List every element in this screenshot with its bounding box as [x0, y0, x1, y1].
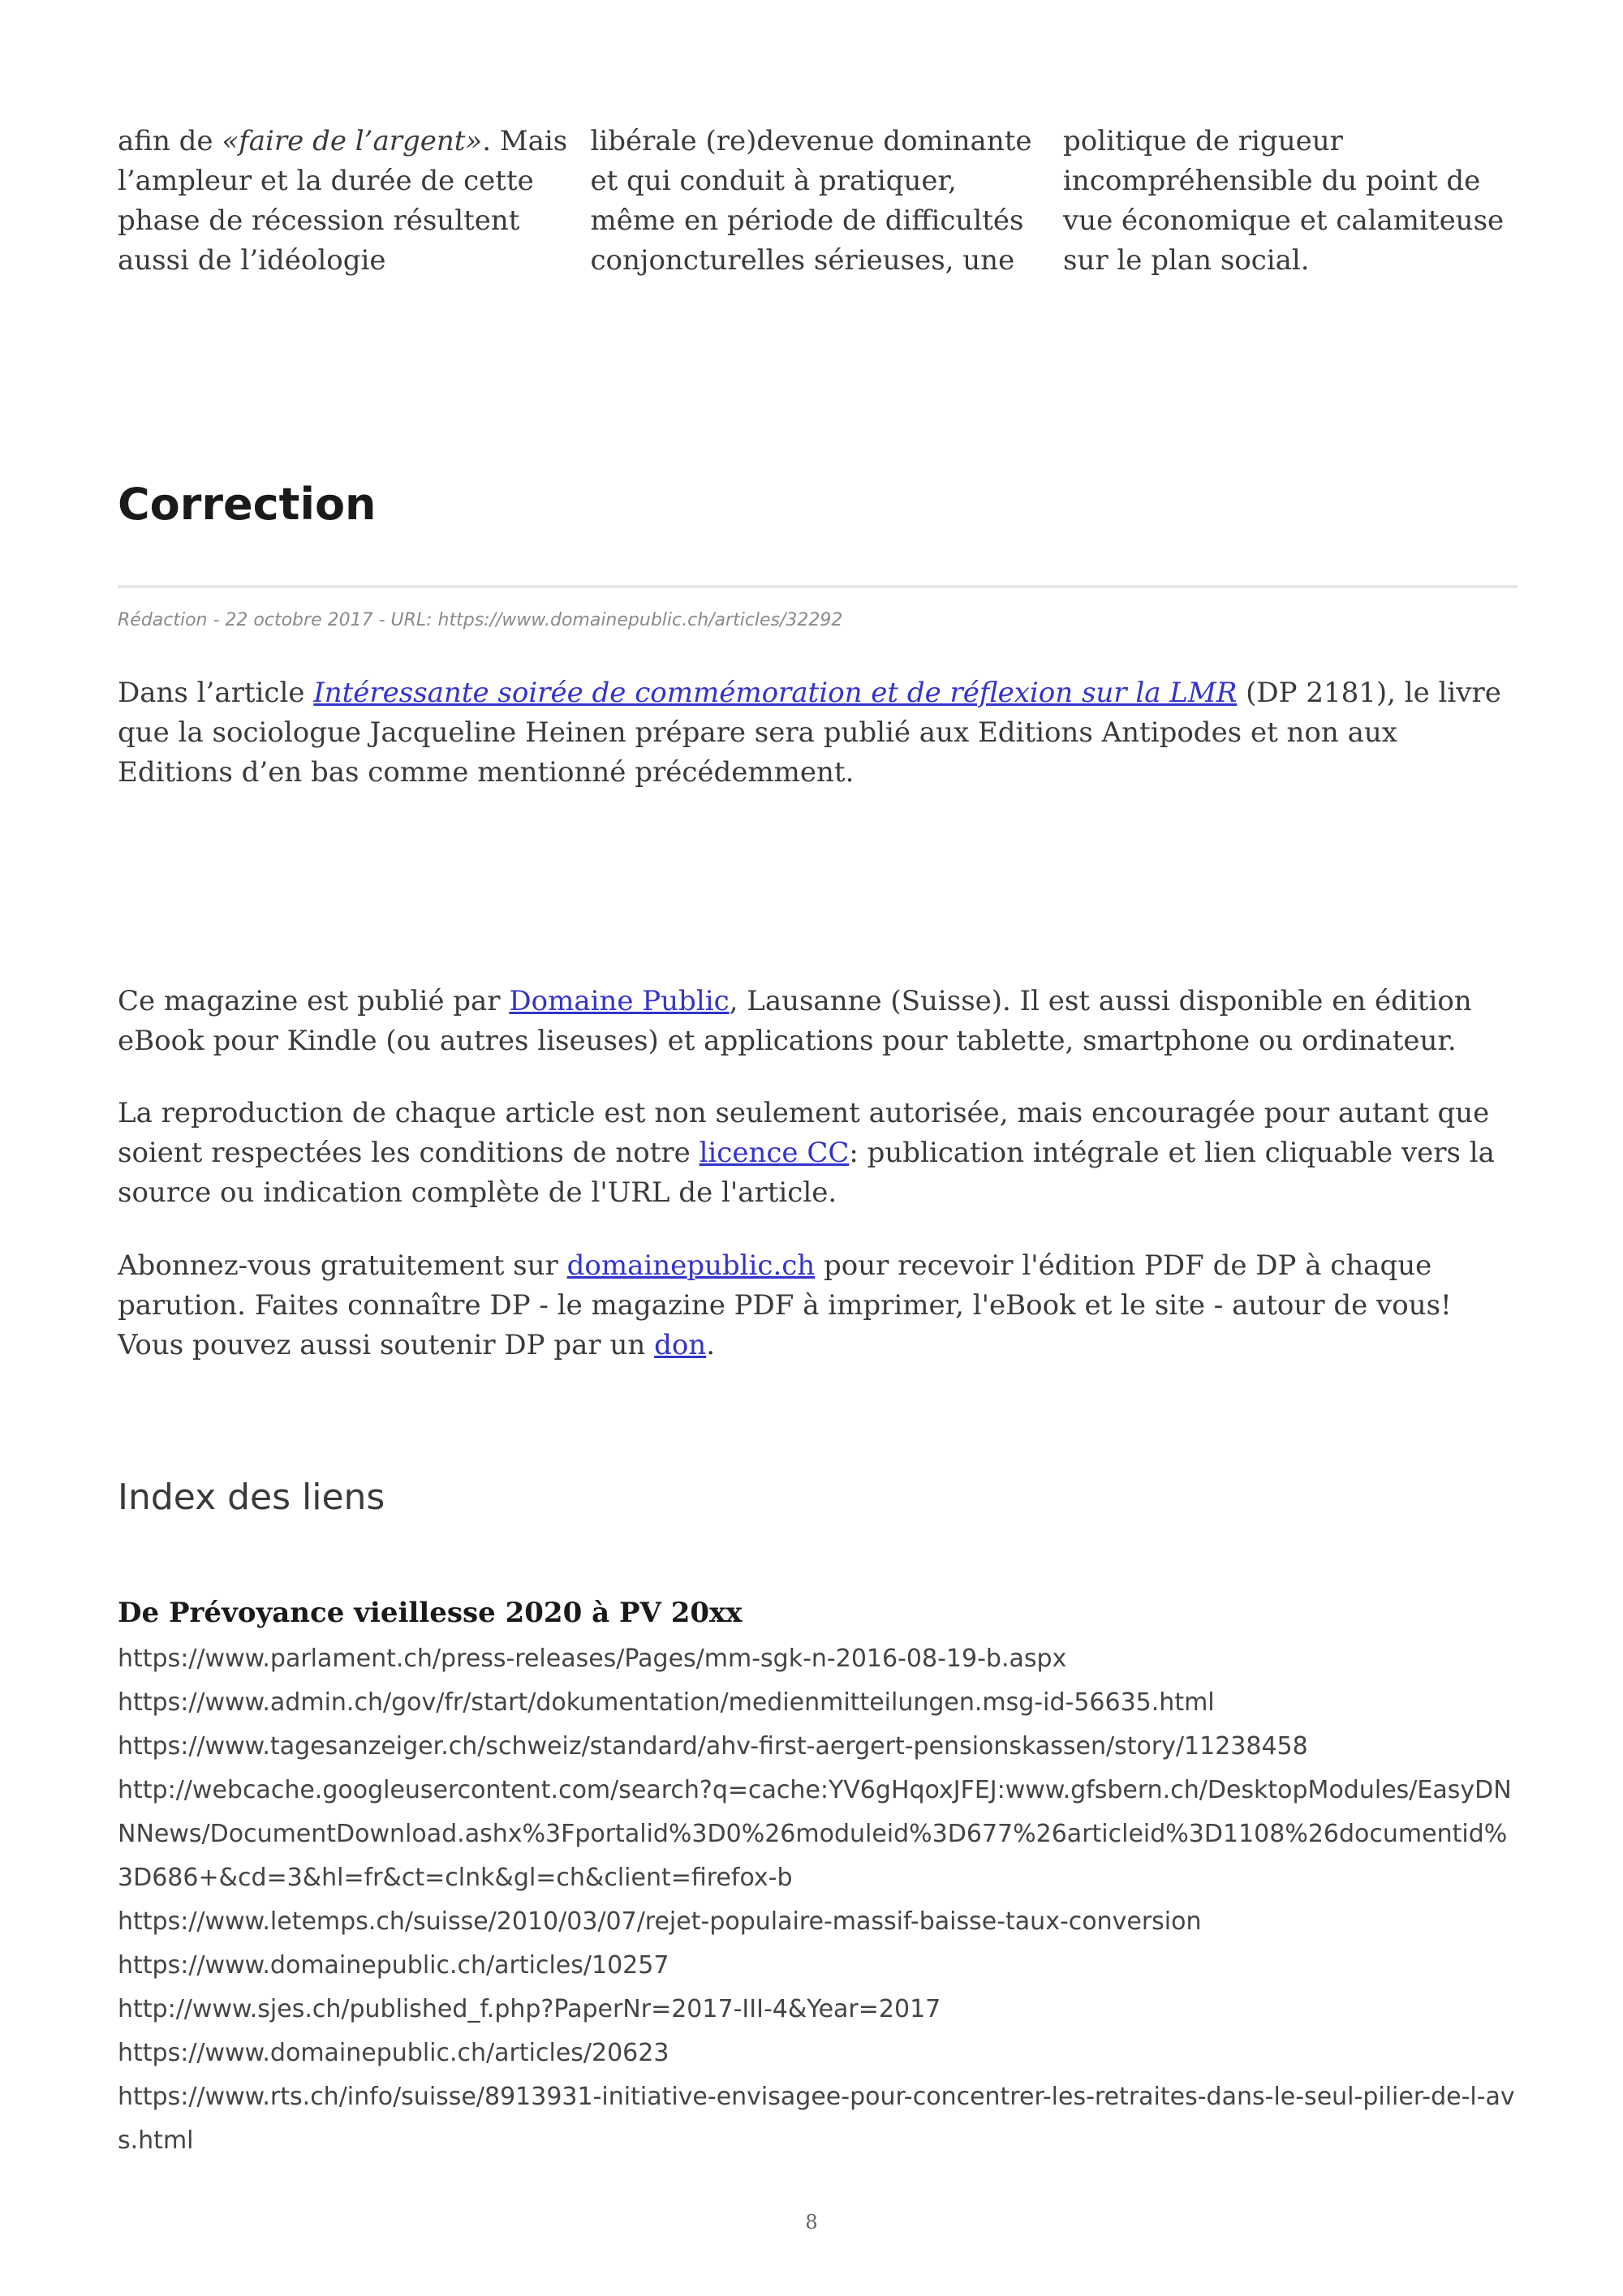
- continuation-column-1: [118, 122, 572, 281]
- page-number: 8: [805, 2211, 818, 2234]
- link-group-title: De Prévoyance vieillesse 2020 à PV 20xx: [118, 1597, 743, 1629]
- subscribe-text-before: Abonnez-vous gratuitement sur: [118, 1249, 567, 1282]
- link-list: [118, 1637, 1518, 2163]
- link-list-item: http://webcache.googleusercontent.com/search?q=cache:YV6gHqoxJFEJ:www.gfsbern.ch/DesktopModules/EasyDNNNews/DocumentDownload.ashx%3Fportalid%3D0%26moduleid%3D677%26articleid%3D1108%26documentid%3D686+&cd=3&hl=fr&ct=clnk&gl=ch&client=firefox-b: [118, 1776, 1512, 1892]
- continuation-column-3: [1063, 122, 1518, 281]
- article-text-after: (DP 2181), le livre que la sociologue Jacqueline Heinen prépare sera publié aux Editions Antipodes et non aux Editions d’en bas comme mentionné précédemment.: [118, 677, 1501, 789]
- link-list-item: https://www.parlament.ch/press-releases/Pages/mm-sgk-n-2016-08-19-b.aspx: [118, 1645, 1067, 1673]
- col1-rest: . Mais l’ampleur et la durée de cette phase de récession résultent aussi de l’idéologie: [118, 125, 568, 277]
- domainepublic-site-link[interactable]: domainepublic.ch: [566, 1249, 816, 1282]
- link-index-title: Index des liens: [118, 1477, 385, 1518]
- publisher-text-before: Ce magazine est publié par: [118, 985, 510, 1017]
- article-title: Correction: [118, 479, 377, 530]
- article-text-before: Dans l’article: [118, 677, 314, 709]
- link-list-item: http://www.sjes.ch/published_f.php?PaperNr=2017-III-4&Year=2017: [118, 1995, 941, 2023]
- continuation-column-2: [591, 122, 1045, 281]
- continuation-text-3: politique de rigueur incompréhensible du point de vue économique et calamiteuse sur le plan social.: [1063, 125, 1505, 277]
- license-text-before: La reproduction de chaque article est non seulement autorisée, mais encouragée pour autant que soient respectées les conditions de notre: [118, 1097, 1490, 1169]
- domaine-public-link[interactable]: Domaine Public: [509, 985, 730, 1017]
- donation-link[interactable]: don: [654, 1329, 707, 1361]
- link-list-item: https://www.rts.ch/info/suisse/8913931-initiative-envisagee-pour-concentrer-les-retraites-dans-le-seul-pilier-de-l-avs.html: [118, 2083, 1515, 2155]
- license-text-after: : publication intégrale et lien cliquable vers la source ou indication complète de l'URL de l'article.: [118, 1137, 1495, 1209]
- publisher-text-after: , Lausanne (Suisse). Il est aussi disponible en édition eBook pour Kindle (ou autres liseuses) et applications pour tablette, smartphone ou ordinateur.: [118, 985, 1472, 1057]
- col1-quote: «faire de l’argent»: [222, 125, 483, 157]
- continuation-text-1: [118, 122, 572, 281]
- article-paragraph: [118, 673, 1518, 793]
- article-meta: Rédaction - 22 octobre 2017 - URL: https://www.domainepublic.ch/articles/32292: [118, 610, 843, 630]
- continuation-text-2: libérale (re)devenue dominante et qui conduit à pratiquer, même en période de difficultés conjoncturelles sérieuses, une: [590, 125, 1032, 277]
- link-list-item: https://www.domainepublic.ch/articles/10257: [118, 1951, 669, 1980]
- footer-subscribe-paragraph: [118, 1246, 1518, 1365]
- footer-license-paragraph: [118, 1094, 1518, 1213]
- title-divider: [118, 585, 1518, 588]
- subscribe-text-after: .: [706, 1329, 716, 1361]
- article-reference-link[interactable]: Intéressante soirée de commémoration et de réflexion sur la LMR: [313, 677, 1238, 709]
- continuation-columns: [118, 122, 1518, 281]
- licence-cc-link[interactable]: licence CC: [699, 1137, 850, 1169]
- link-list-item: https://www.letemps.ch/suisse/2010/03/07/rejet-populaire-massif-baisse-taux-conversion: [118, 1907, 1202, 1936]
- link-list-item: https://www.tagesanzeiger.ch/schweiz/standard/ahv-first-aergert-pensionskassen/story/11238458: [118, 1732, 1308, 1761]
- link-list-item: https://www.domainepublic.ch/articles/20623: [118, 2039, 669, 2067]
- subscribe-text-middle: pour recevoir l'édition PDF de DP à chaque parution. Faites connaître DP - le magazine PDF à imprimer, l'eBook et le site - autour de vous! Vous pouvez aussi soutenir DP par un: [118, 1249, 1452, 1361]
- link-list-item: https://www.admin.ch/gov/fr/start/dokumentation/medienmitteilungen.msg-id-56635.html: [118, 1688, 1215, 1717]
- footer-publisher-paragraph: [118, 982, 1518, 1061]
- col1-prefix: afin de: [118, 125, 222, 157]
